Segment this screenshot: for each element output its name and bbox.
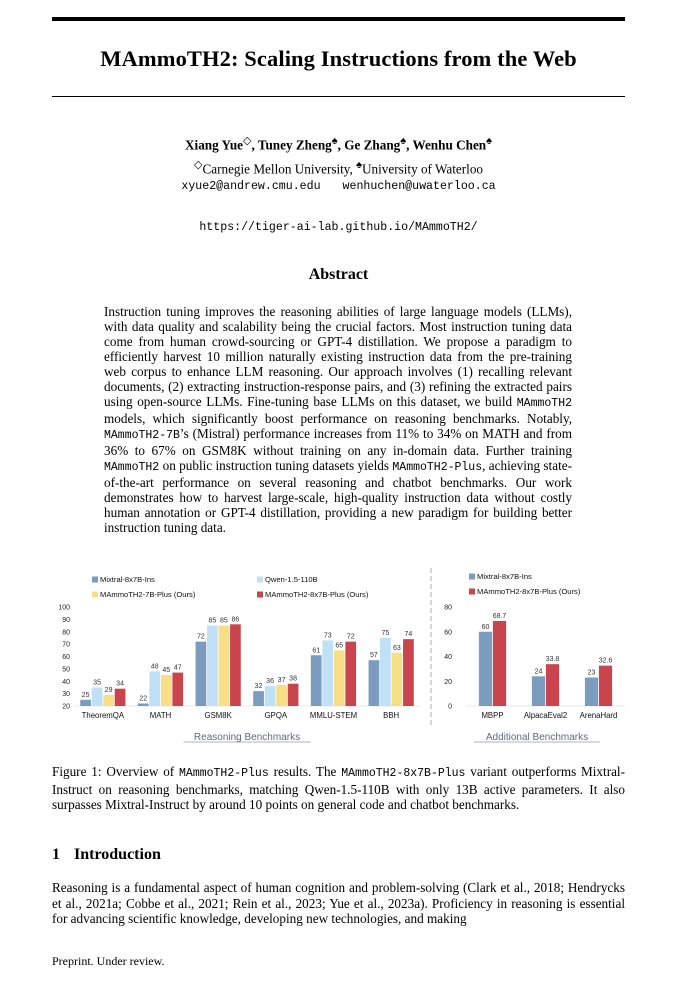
bar bbox=[392, 653, 403, 706]
x-tick-label: ArenaHard bbox=[579, 711, 618, 720]
affiliation-mark: ♠ bbox=[356, 159, 362, 171]
x-tick-label: BBH bbox=[383, 711, 400, 720]
bar-value-label: 24 bbox=[534, 668, 543, 676]
legend-swatch bbox=[92, 592, 98, 598]
model-name: MAmmoTH2-Plus bbox=[179, 767, 269, 780]
bar bbox=[585, 678, 598, 706]
bar-value-label: 63 bbox=[393, 644, 401, 652]
bar-value-label: 34 bbox=[116, 680, 124, 688]
model-name: MAmmoTH2-7B bbox=[104, 429, 180, 442]
bar-value-label: 74 bbox=[404, 631, 413, 639]
y-tick-label: 40 bbox=[444, 654, 452, 661]
affiliation-waterloo: University of Waterloo bbox=[361, 161, 484, 177]
x-tick-label: MATH bbox=[149, 711, 172, 720]
y-tick-label: 20 bbox=[444, 678, 452, 686]
title-rule-top bbox=[52, 17, 625, 21]
introduction-paragraph: Reasoning is a fundamental aspect of human cognition and problem-solving (Clark et al., 2018; Hendrycks et al., 2021a; Cobbe et al., 2021; Rein et al., 2023; Yue et al., 2023a). Proficiency in reasoning is essential for advancing scientific knowledge, developing new technologies, and making bbox=[52, 880, 625, 926]
abstract-heading: Abstract bbox=[308, 266, 369, 283]
x-tick-label: AlpacaEval2 bbox=[523, 711, 568, 720]
bar-value-label: 61 bbox=[312, 647, 321, 655]
bar-value-label: 57 bbox=[370, 652, 378, 660]
bar bbox=[253, 691, 264, 706]
bar-value-label: 32.6 bbox=[598, 657, 613, 665]
bar bbox=[334, 650, 345, 706]
bar-value-label: 33.8 bbox=[545, 656, 560, 664]
bar bbox=[207, 626, 218, 706]
legend-label: Qwen-1.5-110B bbox=[265, 575, 318, 584]
bar-value-label: 60 bbox=[481, 623, 490, 631]
bar-value-label: 22 bbox=[139, 695, 148, 703]
affiliation-cmu: Carnegie Mellon University, bbox=[202, 161, 353, 177]
y-tick-label: 0 bbox=[448, 703, 452, 711]
bar-value-label: 48 bbox=[150, 663, 159, 671]
y-tick-label: 70 bbox=[62, 641, 70, 649]
bar-value-label: 23 bbox=[587, 669, 596, 677]
legend-swatch bbox=[257, 592, 263, 598]
bar bbox=[311, 655, 322, 706]
abstract-text: Instruction tuning improves the reasoning abilities of large language models (LLMs), with data quality and scalability being the crucial factors. Most instruction tuning data come from human crowd-sourcing or GPT-4 distillation. We propose a paradigm to efficiently harvest 10 million naturally existing instruction data from the pre-training web corpus to enhance LLM reasoning. Our approach involves (1) recalling relevant documents, (2) extracting instruction-response pairs, and (3) refining the extracted pairs using open-source LLMs. Fine-tuning base LLMs on this dataset, we build MAmmoTH2 models, which significantly boost performance on reasoning benchmarks. Notably, MAmmoTH2-7B’s (Mistral) performance increases from 11% to 34% on MATH and from 36% to 67% on GSM8K without training on any in-domain data. Further training MAmmoTH2 on public instruction tuning datasets yields MAmmoTH2-Plus, achieving state-of-the-art performance on several reasoning and chatbot benchmarks. Our work demonstrates how to harvest large-scale, high-quality instruction data without costly human annotation or GPT-4 distillation, providing a new paradigm for building better instruction tuning data. bbox=[104, 304, 572, 535]
bar bbox=[115, 689, 126, 706]
bar bbox=[369, 660, 380, 706]
legend-label: MAmmoTH2-7B-Plus (Ours) bbox=[100, 590, 196, 599]
affiliations bbox=[0, 158, 677, 177]
figure-1 bbox=[52, 566, 625, 746]
bar bbox=[479, 632, 492, 706]
bar bbox=[161, 675, 172, 706]
bar bbox=[219, 626, 230, 706]
email-link[interactable]: wenhuchen@uwaterloo.ca bbox=[342, 180, 496, 193]
legend-label: Mixtral-8x7B-Ins bbox=[477, 572, 532, 581]
section-number: 1 bbox=[52, 846, 60, 863]
y-tick-label: 100 bbox=[58, 604, 70, 612]
legend-swatch bbox=[469, 574, 475, 580]
bar-value-label: 35 bbox=[93, 679, 101, 687]
y-tick-label: 40 bbox=[62, 678, 70, 686]
affiliation-mark: ♠ bbox=[400, 135, 407, 147]
author-name: Xiang Yue bbox=[185, 137, 244, 153]
bar-value-label: 68.7 bbox=[492, 612, 507, 620]
bar bbox=[149, 671, 160, 706]
author-name: Ge Zhang bbox=[344, 137, 401, 153]
bar-value-label: 75 bbox=[381, 629, 390, 637]
author-emails bbox=[0, 180, 677, 193]
bar bbox=[599, 666, 612, 706]
bar bbox=[196, 642, 207, 706]
x-tick-label: MBPP bbox=[481, 711, 504, 720]
x-tick-label: MMLU-STEM bbox=[309, 711, 358, 720]
model-name: MAmmoTH2 bbox=[516, 397, 572, 410]
bar-value-label: 73 bbox=[323, 632, 332, 640]
reasoning-benchmarks-chart bbox=[52, 566, 432, 746]
bar-value-label: 86 bbox=[231, 616, 240, 624]
x-tick-label: TheoremQA bbox=[81, 711, 125, 720]
affiliation-mark: ♠ bbox=[331, 135, 338, 147]
affiliation-mark: ◇ bbox=[243, 135, 252, 147]
bar-value-label: 45 bbox=[162, 667, 171, 675]
bar-value-label: 85 bbox=[220, 617, 228, 625]
y-tick-label: 80 bbox=[62, 629, 70, 637]
y-tick-label: 50 bbox=[62, 666, 70, 674]
model-name: MAmmoTH2-Plus bbox=[392, 461, 483, 474]
project-url-link[interactable]: https://tiger-ai-lab.github.io/MAmmoTH2/ bbox=[199, 221, 478, 234]
bar bbox=[403, 639, 414, 706]
chart-title: Reasoning Benchmarks bbox=[193, 732, 301, 743]
bar-value-label: 65 bbox=[335, 642, 344, 650]
affiliation-mark: ◇ bbox=[193, 159, 203, 171]
legend-label: MAmmoTH2-8x7B-Plus (Ours) bbox=[265, 590, 369, 599]
bar bbox=[276, 685, 287, 706]
bar bbox=[288, 684, 299, 706]
footer-note: Preprint. Under review. bbox=[52, 954, 165, 968]
paper-title: MAmmoTH2: Scaling Instructions from the Web bbox=[100, 46, 577, 71]
bar-value-label: 36 bbox=[266, 678, 274, 686]
y-tick-label: 20 bbox=[62, 703, 70, 711]
bar-value-label: 85 bbox=[208, 617, 217, 625]
bar-value-label: 72 bbox=[197, 633, 205, 641]
bar bbox=[322, 640, 333, 706]
x-tick-label: GSM8K bbox=[204, 711, 232, 720]
y-tick-label: 30 bbox=[62, 691, 70, 699]
additional-benchmarks-chart bbox=[432, 566, 625, 746]
bar bbox=[546, 664, 559, 706]
legend-swatch bbox=[92, 577, 98, 583]
bar bbox=[138, 704, 149, 706]
section-heading bbox=[52, 846, 161, 864]
bar-value-label: 37 bbox=[277, 676, 286, 684]
x-tick-label: GPQA bbox=[264, 711, 288, 720]
bar-value-label: 25 bbox=[81, 691, 90, 699]
email-link[interactable]: xyue2@andrew.cmu.edu bbox=[181, 180, 321, 193]
y-tick-label: 60 bbox=[444, 629, 452, 637]
bar-value-label: 38 bbox=[289, 675, 297, 683]
bar bbox=[265, 686, 276, 706]
bar bbox=[103, 695, 114, 706]
bar bbox=[380, 638, 391, 706]
bar bbox=[493, 621, 506, 706]
affiliation-mark: ♠ bbox=[486, 135, 492, 147]
bar-value-label: 72 bbox=[346, 633, 355, 641]
author-name: Tuney Zheng bbox=[257, 137, 332, 153]
bar bbox=[80, 700, 91, 706]
legend-label: Mixtral-8x7B-Ins bbox=[100, 575, 155, 584]
bar bbox=[92, 687, 103, 706]
bar-value-label: 32 bbox=[254, 683, 263, 691]
bar-value-label: 47 bbox=[173, 664, 182, 672]
author-name: Wenhu Chen bbox=[412, 137, 487, 153]
bar bbox=[532, 676, 545, 706]
bar bbox=[172, 673, 183, 706]
legend-swatch bbox=[257, 577, 263, 583]
section-title: Introduction bbox=[74, 846, 161, 863]
model-name: MAmmoTH2 bbox=[104, 461, 160, 474]
author-list: Xiang Yue◇, Tuney Zheng♠, Ge Zhang♠, Wenhu Chen♠ bbox=[185, 135, 492, 153]
figure-caption: Figure 1: Overview of MAmmoTH2-Plus results. The MAmmoTH2-8x7B-Plus variant outperforms Mixtral-Instruct on reasoning benchmarks, matching Qwen-1.5-110B with only 13B active parameters. It also surpasses Mixtral-Instruct by around 10 points on general code and chatbot benchmarks. bbox=[52, 764, 625, 812]
bar-value-label: 29 bbox=[104, 686, 113, 694]
bar bbox=[230, 624, 241, 706]
bar bbox=[345, 642, 356, 706]
legend-label: MAmmoTH2-8x7B-Plus (Ours) bbox=[477, 587, 581, 596]
chart-title: Additional Benchmarks bbox=[485, 732, 589, 743]
model-name: MAmmoTH2-8x7B-Plus bbox=[341, 767, 466, 780]
y-tick-label: 80 bbox=[444, 604, 452, 612]
legend-swatch bbox=[469, 589, 475, 595]
title-rule-bottom bbox=[52, 96, 625, 97]
y-tick-label: 60 bbox=[62, 654, 70, 661]
y-tick-label: 90 bbox=[62, 616, 70, 624]
